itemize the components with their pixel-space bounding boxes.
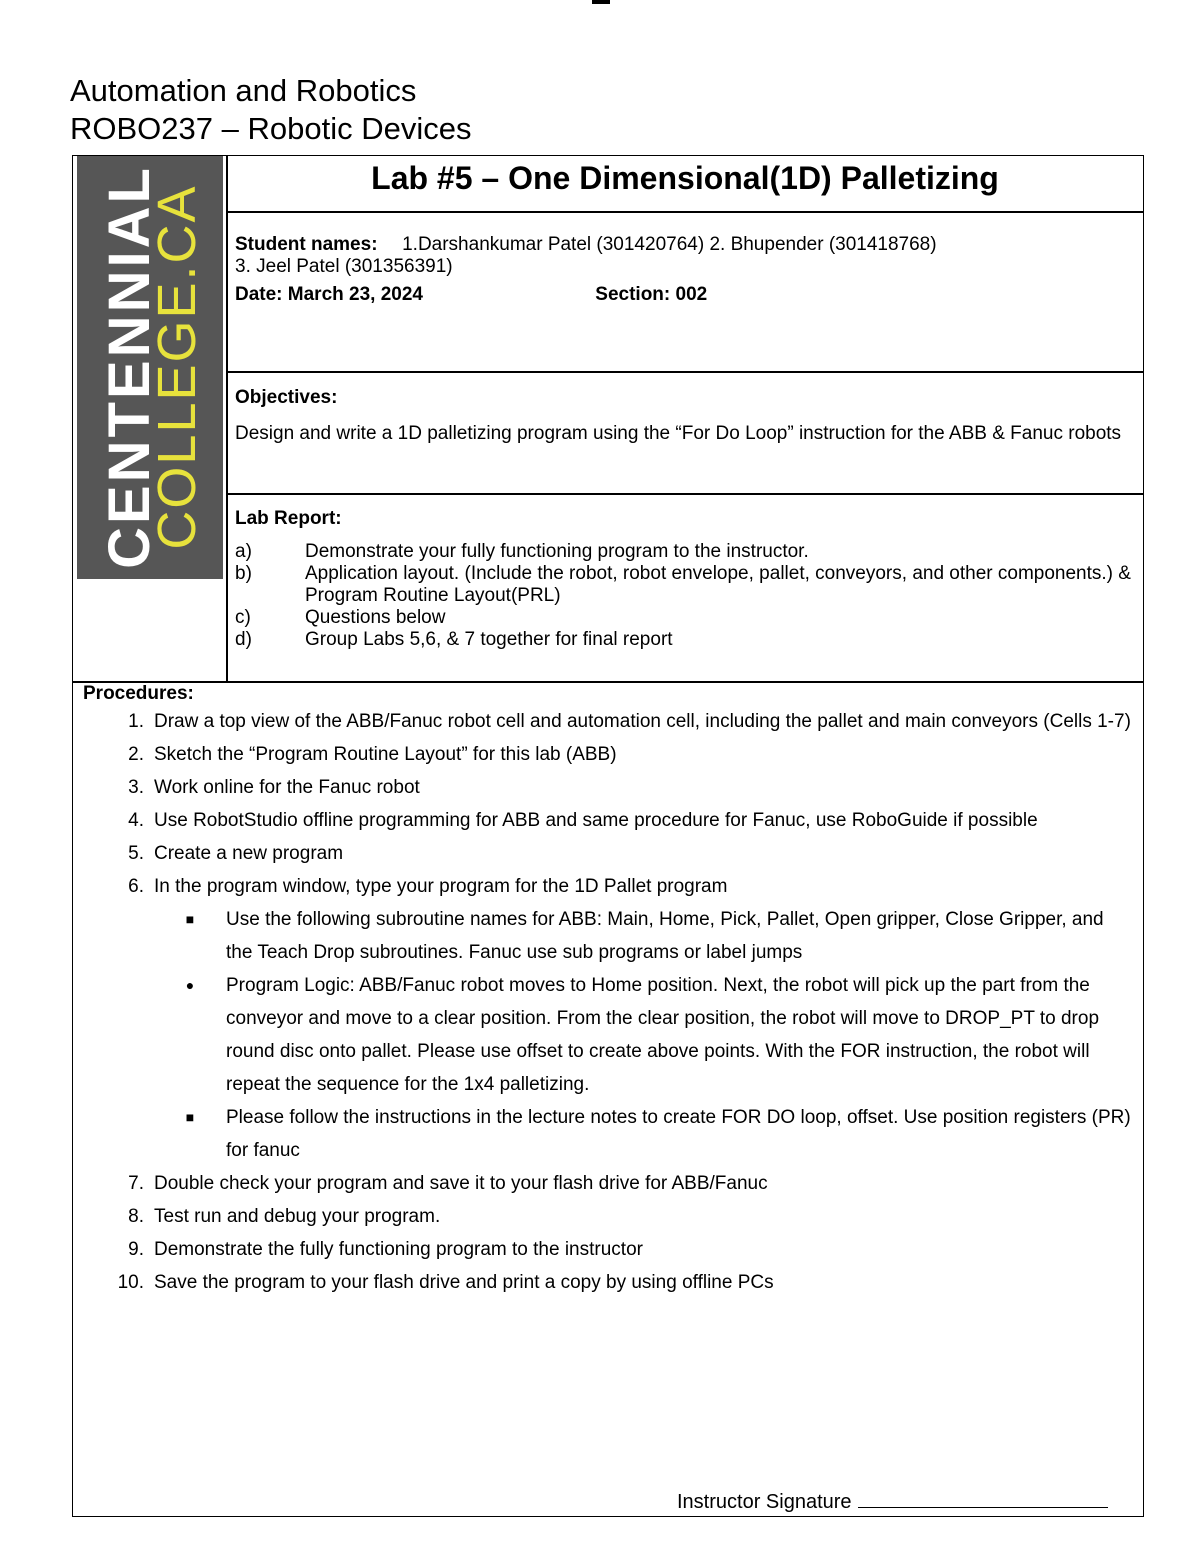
procedures-section xyxy=(83,683,1133,1299)
bullet-icon: ■ xyxy=(185,911,195,927)
step-number: 4. xyxy=(128,810,144,831)
step-number: 7. xyxy=(128,1173,144,1194)
step-text: Test run and debug your program. xyxy=(154,1206,441,1227)
list-item xyxy=(83,837,1133,870)
lab-report-list xyxy=(235,541,1135,651)
centennial-logo xyxy=(77,156,223,579)
bullet-text: Please follow the instructions in the lecture notes to create FOR DO loop, offset. Use position registers (PR) for fanuc xyxy=(226,1107,1131,1161)
procedure-bullets xyxy=(83,903,1133,1167)
step-text: Save the program to your flash drive and print a copy by using offline PCs xyxy=(154,1272,774,1293)
objectives-text: Design and write a 1D palletizing program using the “For Do Loop” instruction for the ABB & Fanuc robots xyxy=(235,423,1122,444)
list-item xyxy=(83,1101,1133,1167)
item-letter: a) xyxy=(235,541,252,562)
column-divider xyxy=(226,156,228,681)
bullet-text: Program Logic: ABB/Fanuc robot moves to Home position. Next, the robot will pick up the part from the conveyor and move to a clear position. From the clear position, the robot will move to DROP_PT to drop round disc onto pallet. Please use offset to create above points. With the FOR instruction, the robot will repeat the sequence for the 1x4 palletizing. xyxy=(226,975,1100,1095)
item-letter: b) xyxy=(235,563,252,584)
section-value: Section: 002 xyxy=(595,284,708,305)
step-text: In the program window, type your program for the 1D Pallet program xyxy=(154,876,728,897)
step-text: Double check your program and save it to your flash drive for ABB/Fanuc xyxy=(154,1173,768,1194)
lab-title: Lab #5 – One Dimensional(1D) Palletizing xyxy=(371,160,999,196)
list-item xyxy=(83,771,1133,804)
top-dash-mark xyxy=(592,0,610,4)
list-item xyxy=(83,1200,1133,1233)
student-names-line2: 3. Jeel Patel (301356391) xyxy=(235,256,453,277)
step-text: Draw a top view of the ABB/Fanuc robot cell and automation cell, including the pallet and main conveyors (Cells 1-7) xyxy=(154,711,1131,732)
document-header xyxy=(70,72,471,148)
student-names-line1: 1.Darshankumar Patel (301420764) 2. Bhupender (301418768) xyxy=(402,234,937,255)
item-text: Questions below xyxy=(305,607,446,628)
course-name: ROBO237 – Robotic Devices xyxy=(70,111,472,146)
step-text: Use RobotStudio offline programming for ABB and same procedure for Fanuc, use RoboGuide if possible xyxy=(154,810,1038,831)
item-text: Group Labs 5,6, & 7 together for final report xyxy=(305,629,673,650)
divider-objectives xyxy=(226,493,1143,495)
step-text: Work online for the Fanuc robot xyxy=(154,777,420,798)
logo-text xyxy=(90,162,210,572)
step-text: Sketch the “Program Routine Layout” for this lab (ABB) xyxy=(154,744,617,765)
divider-title xyxy=(226,211,1143,213)
list-item xyxy=(83,903,1133,969)
item-text: Application layout. (Include the robot, robot envelope, pallet, conveyors, and other components.) & Program Routine Layout(PRL) xyxy=(305,563,1131,606)
student-info xyxy=(235,234,1135,306)
item-letter: d) xyxy=(235,629,252,650)
step-number: 2. xyxy=(128,744,144,765)
step-text: Create a new program xyxy=(154,843,344,864)
step-number: 1. xyxy=(128,711,144,732)
logo-line-centennial: CENTENNIAL xyxy=(97,165,162,569)
bullet-text: Use the following subroutine names for ABB: Main, Home, Pick, Pallet, Open gripper, Close Gripper, and the Teach Drop subroutines. Fanuc use sub programs or label jumps xyxy=(226,909,1104,963)
list-item xyxy=(83,1167,1133,1200)
list-item xyxy=(83,804,1133,837)
step-number: 3. xyxy=(128,777,144,798)
step-number: 9. xyxy=(128,1239,144,1260)
date-value: Date: March 23, 2024 xyxy=(235,284,423,305)
list-item xyxy=(83,705,1133,738)
step-number: 6. xyxy=(128,876,144,897)
step-number: 10. xyxy=(117,1272,144,1293)
list-item xyxy=(83,1266,1133,1299)
step-text: Demonstrate the fully functioning program to the instructor xyxy=(154,1239,643,1260)
objectives-section xyxy=(235,387,1135,445)
item-letter: c) xyxy=(235,607,251,628)
list-item xyxy=(235,607,1135,629)
procedure-steps xyxy=(83,705,1133,903)
lab-sheet-frame xyxy=(72,155,1144,1517)
procedure-steps-continued xyxy=(83,1167,1133,1299)
bullet-icon: ● xyxy=(185,977,195,993)
procedures-label: Procedures: xyxy=(83,683,194,704)
bullet-icon: ■ xyxy=(185,1109,195,1125)
lab-report-label xyxy=(235,508,1135,530)
instructor-signature xyxy=(677,1489,1108,1514)
program-name: Automation and Robotics xyxy=(70,73,417,108)
list-item xyxy=(83,969,1133,1101)
list-item xyxy=(83,870,1133,903)
list-item xyxy=(235,629,1135,651)
item-text: Demonstrate your fully functioning program to the instructor. xyxy=(305,541,809,562)
list-item xyxy=(83,1233,1133,1266)
list-item xyxy=(235,541,1135,563)
step-number: 8. xyxy=(128,1206,144,1227)
logo-line-college: COLLEGE.CA xyxy=(147,184,207,550)
divider-students xyxy=(226,371,1143,373)
signature-line xyxy=(858,1489,1108,1508)
signature-label: Instructor Signature xyxy=(677,1491,852,1513)
list-item xyxy=(235,563,1135,607)
logo-column xyxy=(73,156,227,681)
step-number: 5. xyxy=(128,843,144,864)
objectives-label: Objectives: xyxy=(235,387,338,408)
list-item xyxy=(83,738,1133,771)
student-names-label: Student names: xyxy=(235,234,378,255)
lab-report-heading: Lab Report: xyxy=(235,508,342,529)
